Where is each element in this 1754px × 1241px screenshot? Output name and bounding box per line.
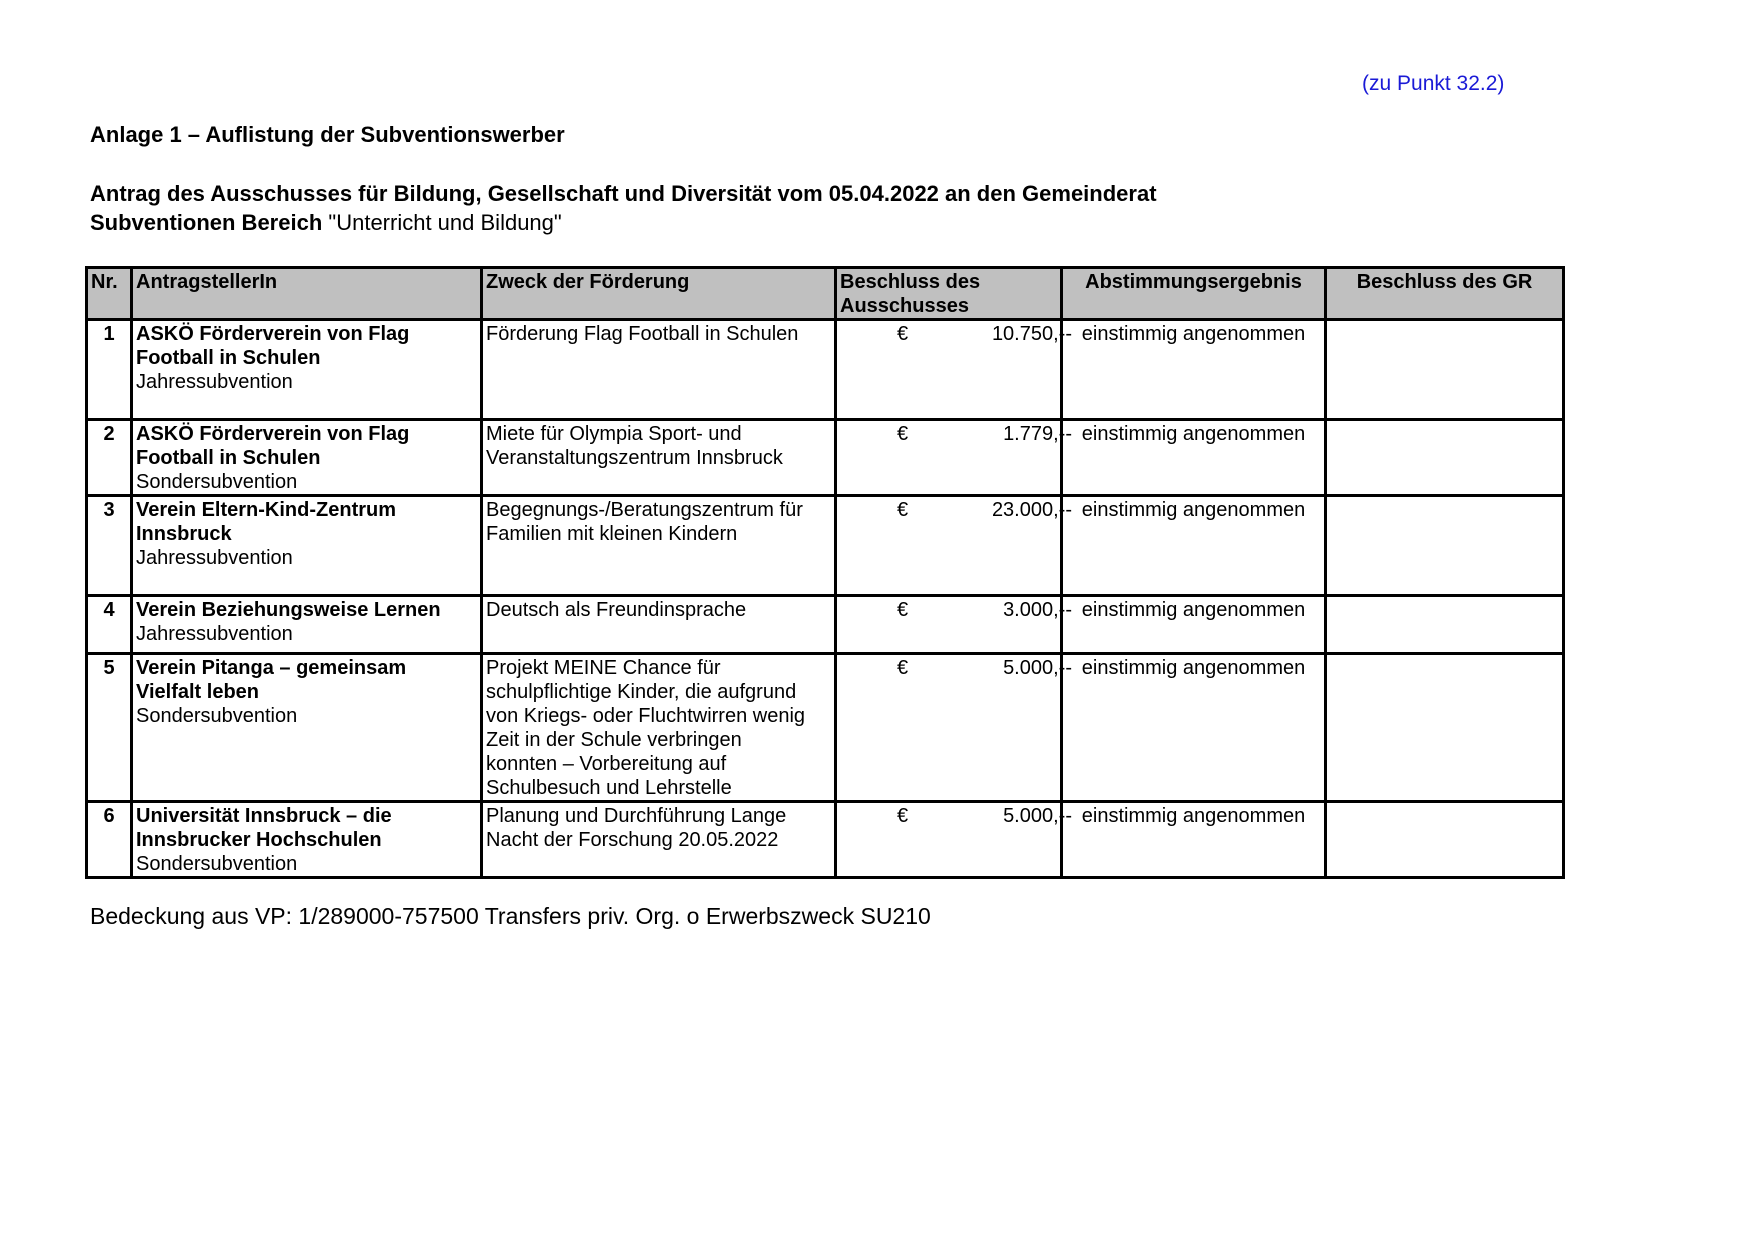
row-antragsteller	[132, 802, 482, 878]
row-nr: 6	[87, 802, 132, 878]
row-beschluss-ausschuss	[836, 802, 1072, 878]
amount-value	[897, 598, 1072, 622]
row-beschluss-ausschuss	[836, 596, 1072, 654]
bereich-label: Subventionen Bereich	[90, 210, 323, 235]
amount-number: 10.750,--	[991, 323, 1072, 345]
row-abstimmung: einstimmig angenommen	[1062, 320, 1326, 420]
row-beschluss-gr	[1326, 420, 1564, 496]
row-nr: 1	[87, 320, 132, 420]
purpose-line: Familien mit kleinen Kindern	[486, 523, 738, 545]
purpose-line: Miete für Olympia Sport- und	[486, 423, 742, 445]
currency-symbol: €	[897, 423, 909, 445]
table-row	[87, 420, 1564, 496]
amount-value	[897, 422, 1072, 446]
row-antragsteller	[132, 596, 482, 654]
row-zweck	[482, 802, 836, 878]
amount-number: 3.000,--	[1003, 599, 1072, 621]
purpose-line: von Kriegs- oder Fluchtwirren wenig	[486, 705, 806, 727]
org-name-line: Verein Eltern-Kind-Zentrum	[136, 499, 397, 521]
row-abstimmung: einstimmig angenommen	[1062, 802, 1326, 878]
currency-symbol: €	[897, 599, 909, 621]
bereich-value: "Unterricht und Bildung"	[328, 210, 562, 235]
subsidy-type: Jahressubvention	[136, 547, 293, 569]
purpose-line: Nacht der Forschung 20.05.2022	[486, 829, 779, 851]
purpose-line: Projekt MEINE Chance für	[486, 657, 721, 679]
row-nr: 5	[87, 654, 132, 802]
amount-value	[897, 322, 1072, 346]
table-row	[87, 496, 1564, 596]
row-abstimmung: einstimmig angenommen	[1062, 420, 1326, 496]
amount-number: 5.000,--	[1003, 805, 1072, 827]
org-name-line: Vielfalt leben	[136, 681, 260, 703]
row-abstimmung: einstimmig angenommen	[1062, 496, 1326, 596]
purpose-line: Zeit in der Schule verbringen	[486, 729, 742, 751]
purpose-line: Förderung Flag Football in Schulen	[486, 323, 799, 345]
row-antragsteller	[132, 654, 482, 802]
row-beschluss-gr	[1326, 496, 1564, 596]
header-beschluss-line1: Beschluss des	[840, 271, 981, 293]
row-beschluss-gr	[1326, 320, 1564, 420]
header-zweck: Zweck der Förderung	[482, 268, 836, 320]
header-abstimmung: Abstimmungsergebnis	[1062, 268, 1326, 320]
purpose-line: Begegnungs-/Beratungszentrum für	[486, 499, 803, 521]
row-antragsteller	[132, 496, 482, 596]
purpose-line: Veranstaltungszentrum Innsbruck	[486, 447, 783, 469]
table-row	[87, 654, 1564, 802]
row-zweck	[482, 496, 836, 596]
row-zweck	[482, 320, 836, 420]
purpose-line: Deutsch als Freundinsprache	[486, 599, 747, 621]
currency-symbol: €	[897, 323, 909, 345]
subsidy-type: Jahressubvention	[136, 623, 293, 645]
currency-symbol: €	[897, 657, 909, 679]
anlage-title: Anlage 1 – Auflistung der Subventionswerber	[90, 122, 565, 147]
row-zweck	[482, 420, 836, 496]
amount-number: 5.000,--	[1003, 657, 1072, 679]
amount-value	[897, 656, 1072, 680]
header-antragsteller: AntragstellerIn	[132, 268, 482, 320]
row-beschluss-gr	[1326, 802, 1564, 878]
row-beschluss-gr	[1326, 654, 1564, 802]
row-nr: 4	[87, 596, 132, 654]
purpose-line: konnten – Vorbereitung auf	[486, 753, 727, 775]
page-reference: (zu Punkt 32.2)	[1362, 72, 1505, 95]
header-nr: Nr.	[87, 268, 132, 320]
row-zweck	[482, 654, 836, 802]
row-beschluss-ausschuss	[836, 496, 1072, 596]
subsidy-type: Jahressubvention	[136, 371, 293, 393]
org-name-line: Innsbrucker Hochschulen	[136, 829, 382, 851]
header-beschluss-line2: Ausschusses	[840, 295, 969, 317]
row-beschluss-gr	[1326, 596, 1564, 654]
header-beschluss-gr: Beschluss des GR	[1326, 268, 1564, 320]
row-antragsteller	[132, 420, 482, 496]
amount-number: 1.779,--	[1003, 423, 1072, 445]
amount-value	[897, 804, 1072, 828]
table-row	[87, 596, 1564, 654]
amount-number: 23.000,--	[991, 499, 1072, 521]
subsidy-type: Sondersubvention	[136, 705, 298, 727]
currency-symbol: €	[897, 805, 909, 827]
subventions-table	[85, 266, 1565, 879]
antrag-title: Antrag des Ausschusses für Bildung, Gesellschaft und Diversität vom 05.04.2022 an den Gemeinderat	[90, 181, 1157, 206]
table-row	[87, 802, 1564, 878]
bereich-line	[90, 210, 562, 236]
purpose-line: Schulbesuch und Lehrstelle	[486, 777, 732, 799]
table-row	[87, 320, 1564, 420]
org-name-line: Verein Pitanga – gemeinsam	[136, 657, 407, 679]
org-name-line: Football in Schulen	[136, 347, 321, 369]
table-header-row	[87, 268, 1564, 320]
org-name-line: Football in Schulen	[136, 447, 321, 469]
header-beschluss-ausschuss	[836, 268, 1062, 320]
row-nr: 3	[87, 496, 132, 596]
bedeckung-note: Bedeckung aus VP: 1/289000-757500 Transfers priv. Org. o Erwerbszweck SU210	[90, 903, 931, 929]
subsidy-type: Sondersubvention	[136, 471, 298, 493]
row-nr: 2	[87, 420, 132, 496]
row-abstimmung: einstimmig angenommen	[1062, 596, 1326, 654]
org-name-line: Verein Beziehungsweise Lernen	[136, 599, 441, 621]
row-abstimmung: einstimmig angenommen	[1062, 654, 1326, 802]
org-name-line: ASKÖ Förderverein von Flag	[136, 323, 410, 345]
org-name-line: Universität Innsbruck – die	[136, 805, 392, 827]
row-beschluss-ausschuss	[836, 320, 1072, 420]
row-zweck	[482, 596, 836, 654]
purpose-line: Planung und Durchführung Lange	[486, 805, 787, 827]
amount-value	[897, 498, 1072, 522]
row-antragsteller	[132, 320, 482, 420]
purpose-line: schulpflichtige Kinder, die aufgrund	[486, 681, 797, 703]
row-beschluss-ausschuss	[836, 420, 1072, 496]
org-name-line: ASKÖ Förderverein von Flag	[136, 423, 410, 445]
subsidy-type: Sondersubvention	[136, 853, 298, 875]
currency-symbol: €	[897, 499, 909, 521]
row-beschluss-ausschuss	[836, 654, 1072, 802]
org-name-line: Innsbruck	[136, 523, 232, 545]
